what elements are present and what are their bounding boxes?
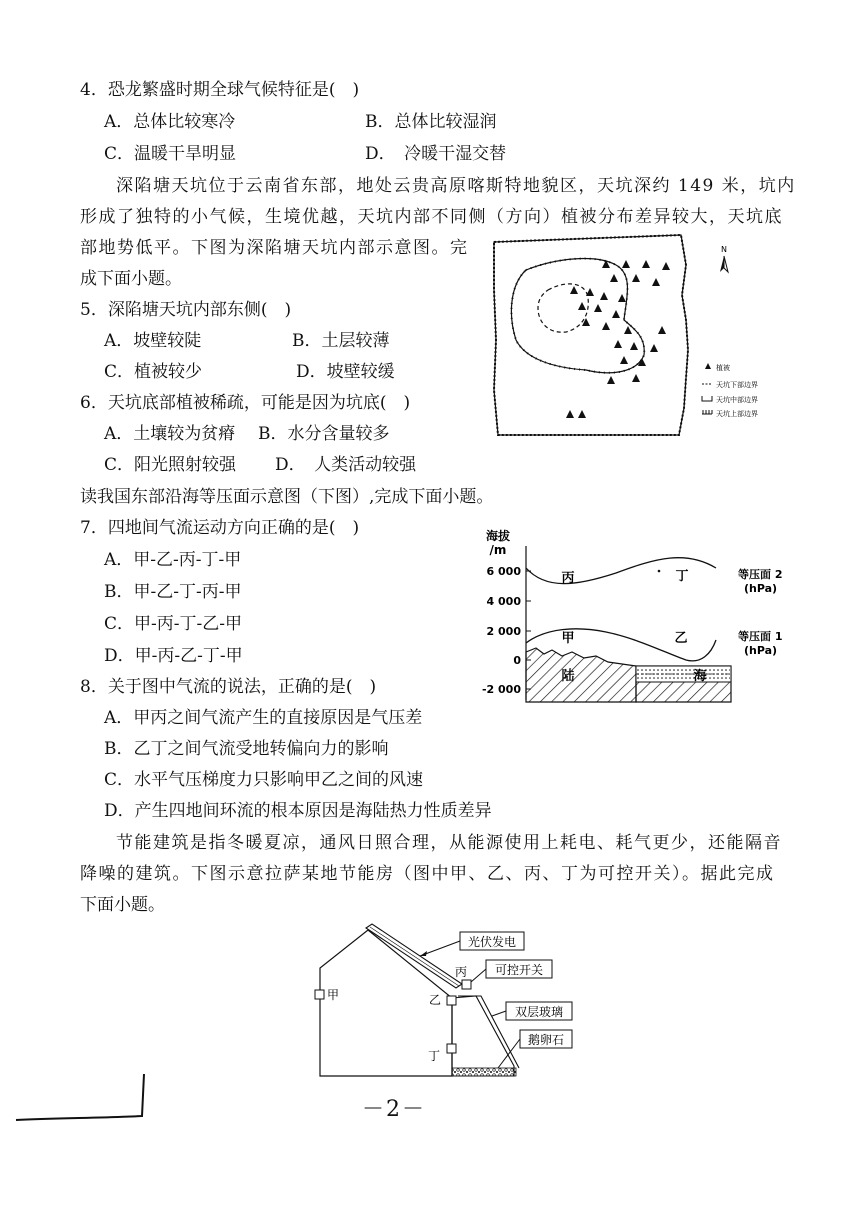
passage1-line1: 深陷塘天坑位于云南省东部，地处云贵高原喀斯特地貌区，天坑深约 149 米，坑内	[116, 176, 796, 196]
q6-option-d: D． 人类活动较强	[275, 455, 417, 475]
isobaric-surface-2-label: 等压面 2	[738, 568, 783, 581]
north-label: N	[721, 245, 727, 254]
point-bing: 丙	[561, 571, 575, 586]
tick-neg2000: -2 000	[481, 683, 521, 696]
passage1-line2: 形成了独特的小气候，生境优越，天坑内部不同侧（方向）植被分布差异较大，天坑底	[80, 207, 783, 227]
q7-option-b: B．甲-乙-丁-丙-甲	[104, 582, 242, 602]
tick-0: 0	[513, 654, 521, 667]
switch-ding-label: 丁	[428, 1049, 441, 1063]
tick-2000: 2 000	[486, 625, 521, 638]
switch-jia-label: 甲	[327, 988, 340, 1002]
passage3-line2: 降噪的建筑。下图示意拉萨某地节能房（图中甲、乙、丙、丁为可控开关）。据此完成	[80, 864, 775, 884]
callout-glass-label: 双层玻璃	[514, 1005, 564, 1019]
q8-option-d: D．产生四地间环流的根本原因是海陆热力性质差异	[104, 801, 492, 821]
callout-solar-label: 光伏发电	[467, 935, 517, 949]
q5-option-a: A．坡壁较陡	[104, 331, 202, 351]
passage2: 读我国东部沿海等压面示意图（下图）,完成下面小题。	[80, 487, 494, 507]
q4-option-b: B．总体比较湿润	[365, 112, 497, 132]
sea-label: 海	[693, 669, 707, 684]
q6-option-b: B．水分含量较多	[258, 424, 390, 444]
land-label: 陆	[561, 669, 575, 684]
north-arrow-icon	[720, 256, 724, 272]
y-axis-label-2: /m	[489, 543, 507, 557]
map-legend	[702, 363, 758, 418]
legend-middle-boundary: 天坑中部边界	[716, 396, 758, 404]
legend-vegetation: 植被	[716, 364, 730, 372]
q6-stem: 6．天坑底部植被稀疏，可能是因为坑底( )	[80, 393, 411, 413]
q8-option-a: A．甲丙之间气流产生的直接原因是气压差	[104, 708, 423, 728]
q5-option-d: D．坡壁较缓	[296, 362, 395, 382]
energy-saving-house-diagram	[300, 918, 600, 1083]
q8-option-b: B．乙丁之间气流受地转偏向力的影响	[104, 739, 389, 759]
q7-stem: 7．四地间气流运动方向正确的是( )	[80, 518, 360, 538]
isobaric-surface-1-unit: (hPa)	[744, 644, 778, 657]
q4-stem: 4．恐龙繁盛时期全球气候特征是( )	[80, 80, 360, 100]
isobaric-surface-2-unit: (hPa)	[744, 582, 778, 595]
page-number: －2－	[362, 1097, 426, 1122]
switch-yi	[447, 996, 456, 1005]
point-yi: 乙	[674, 631, 688, 646]
q7-option-c: C．甲-丙-丁-乙-甲	[104, 614, 242, 634]
q7-option-a: A．甲-乙-丙-丁-甲	[104, 550, 242, 570]
q5-option-c: C．植被较少	[104, 362, 203, 382]
isobar-chart	[476, 528, 798, 713]
q4-option-c: C．温暖干旱明显	[104, 144, 237, 164]
y-axis-label-1: 海拔	[485, 529, 511, 543]
switch-yi-label: 乙	[429, 993, 442, 1007]
q6-option-c: C．阳光照射较强	[104, 455, 237, 475]
tick-6000: 6 000	[486, 565, 521, 578]
switch-jia	[315, 990, 324, 999]
passage3-line1: 节能建筑是指冬暖夏凉，通风日照合理，从能源使用上耗电、耗气更少，还能隔音	[116, 833, 782, 853]
callout-switch-label: 可控开关	[494, 963, 544, 977]
legend-lower-boundary: 天坑下部边界	[716, 381, 758, 389]
q8-option-c: C．水平气压梯度力只影响甲乙之间的风速	[104, 770, 424, 790]
point-ding: 丁	[675, 569, 689, 584]
vegetation-symbols	[566, 260, 670, 418]
passage1-line4: 成下面小题。	[80, 269, 182, 289]
q7-option-d: D．甲-丙-乙-丁-甲	[104, 646, 243, 666]
switch-bing-label: 丙	[455, 965, 468, 979]
q6-option-a: A．土壤较为贫瘠	[104, 424, 236, 444]
passage3-line3: 下面小题。	[80, 895, 165, 915]
corner-bracket-mark	[14, 1068, 154, 1128]
sunspace	[452, 996, 514, 1076]
isobaric-surface-1-label: 等压面 1	[738, 630, 783, 643]
q5-option-b: B．土层较薄	[292, 331, 390, 351]
sinkhole-map	[486, 230, 786, 442]
tick-4000: 4 000	[486, 595, 521, 608]
q5-stem: 5．深陷塘天坑内部东侧( )	[80, 300, 292, 320]
q4-option-d: D． 冷暖干湿交替	[365, 144, 507, 164]
passage1-line3: 部地势低平。下图为深陷塘天坑内部示意图。完	[80, 238, 469, 258]
callout-stones-label: 鹅卵石	[527, 1033, 565, 1047]
switch-ding	[447, 1044, 456, 1053]
land-area	[526, 648, 636, 702]
point-jia: 甲	[561, 631, 575, 646]
pebbles-layer	[452, 1068, 516, 1076]
legend-upper-boundary: 天坑上部边界	[716, 410, 758, 418]
q8-stem: 8．关于图中气流的说法，正确的是( )	[80, 677, 377, 697]
q4-option-a: A．总体比较寒冷	[104, 112, 236, 132]
switch-bing	[462, 980, 471, 989]
